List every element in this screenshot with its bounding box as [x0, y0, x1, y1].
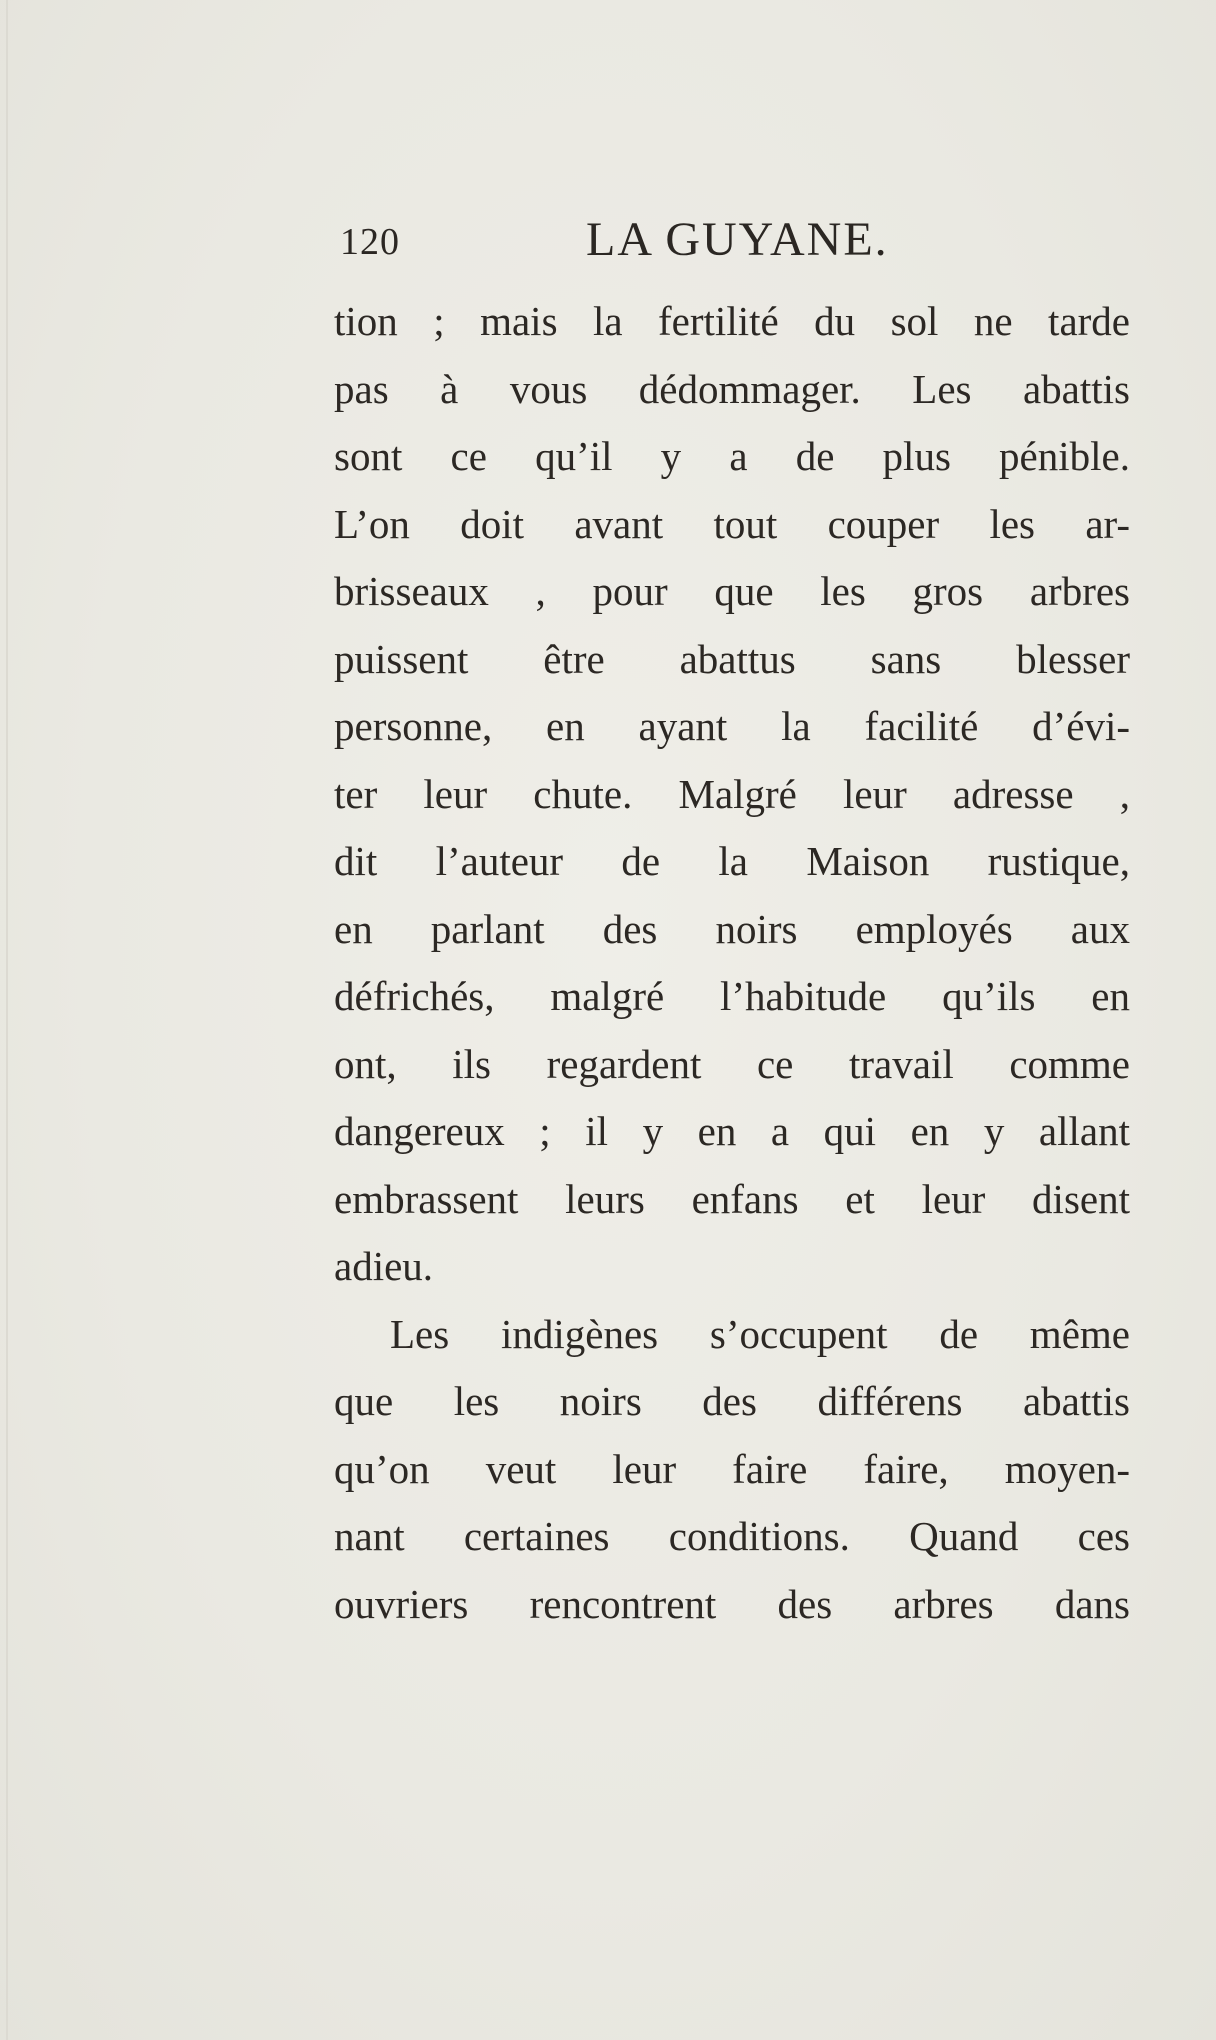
- text-line: tion ; mais la fertilité du sol ne tarde: [334, 298, 1130, 344]
- text-line: en parlant des noirs employés aux: [334, 905, 1130, 952]
- paragraph-start-line: Les indigènes s’occupent de même: [390, 1310, 1130, 1357]
- text-line: qu’on veut leur faire faire, moyen-: [334, 1445, 1130, 1492]
- text-line: dangereux ; il y en a qui en y allant: [334, 1108, 1130, 1154]
- text-line: défrichés, malgré l’habitude qu’ils en: [334, 973, 1130, 1019]
- page-edge: [6, 0, 8, 2040]
- text-line: sont ce qu’il y a de plus pénible.: [334, 433, 1130, 479]
- text-line: embrassent leurs enfans et leur disent: [334, 1175, 1130, 1222]
- text-line: pas à vous dédommager. Les abattis: [334, 365, 1130, 412]
- text-line: nant certaines conditions. Quand ces: [334, 1513, 1130, 1559]
- running-title: LA GUYANE.: [586, 213, 889, 266]
- text-line: que les noirs des différens abattis: [334, 1378, 1130, 1424]
- text-line: puissent être abattus sans blesser: [334, 635, 1130, 682]
- text-line: personne, en ayant la facilité d’évi-: [334, 703, 1130, 749]
- paragraph-end-line: adieu.: [334, 1243, 434, 1289]
- text-line: ont, ils regardent ce travail comme: [334, 1040, 1130, 1087]
- text-line: dit l’auteur de la Maison rustique,: [334, 838, 1130, 884]
- page-number: 120: [340, 221, 400, 263]
- text-line: ter leur chute. Malgré leur adresse ,: [334, 770, 1130, 817]
- body-text: [334, 288, 1130, 1638]
- running-head: [340, 212, 900, 272]
- text-line: L’on doit avant tout couper les ar-: [334, 500, 1130, 547]
- text-line: brisseaux , pour que les gros arbres: [334, 568, 1130, 614]
- text-line: ouvriers rencontrent des arbres dans: [334, 1580, 1130, 1627]
